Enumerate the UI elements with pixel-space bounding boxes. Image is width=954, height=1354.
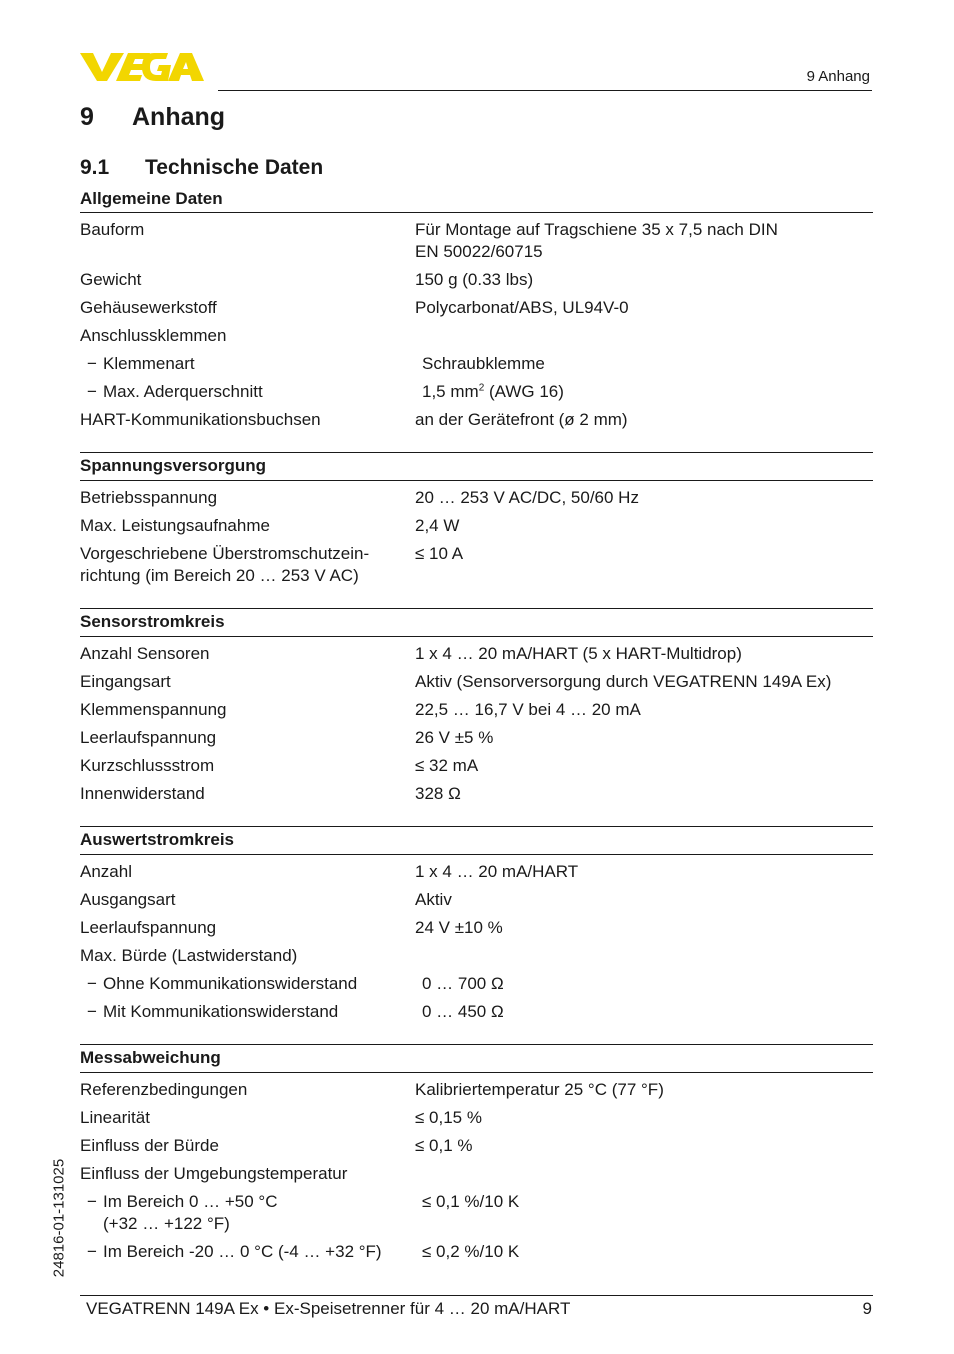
label-line: Klemmenart bbox=[103, 354, 195, 373]
spec-label bbox=[80, 973, 422, 995]
label-line: Klemmenspannung bbox=[80, 700, 227, 719]
spec-value bbox=[415, 269, 873, 291]
spec-group bbox=[80, 608, 873, 805]
spec-row bbox=[80, 291, 873, 319]
value-line bbox=[415, 889, 873, 911]
spec-label bbox=[80, 269, 415, 291]
spec-value bbox=[415, 889, 873, 911]
spec-row bbox=[80, 263, 873, 291]
spec-value bbox=[415, 487, 873, 509]
spec-value bbox=[415, 1079, 873, 1101]
spec-row bbox=[80, 1073, 873, 1101]
label-line: HART-Kommunikationsbuchsen bbox=[80, 410, 321, 429]
spec-value bbox=[415, 727, 873, 749]
spec-label bbox=[80, 671, 415, 693]
spec-row bbox=[80, 665, 873, 693]
value-line bbox=[415, 755, 873, 777]
value-text: (AWG 16) bbox=[484, 382, 564, 401]
value-text: 1 x 4 … 20 mA/HART (5 x HART-Multidrop) bbox=[415, 644, 742, 663]
spec-label bbox=[80, 945, 415, 967]
value-line bbox=[415, 269, 873, 291]
spec-value bbox=[422, 1191, 873, 1235]
spec-value bbox=[422, 973, 873, 995]
label-line: Im Bereich 0 … +50 °C bbox=[103, 1192, 278, 1211]
value-line bbox=[415, 543, 873, 565]
value-text: Für Montage auf Tragschiene 35 x 7,5 nach DIN bbox=[415, 220, 778, 239]
label-line: Ausgangsart bbox=[80, 890, 176, 909]
spec-row bbox=[80, 481, 873, 509]
value-line bbox=[422, 353, 873, 375]
spec-value bbox=[415, 543, 873, 587]
value-text: an der Gerätefront (ø 2 mm) bbox=[415, 410, 628, 429]
spec-value bbox=[415, 1163, 873, 1185]
value-line bbox=[422, 381, 873, 403]
spec-value bbox=[415, 917, 873, 939]
spec-value bbox=[415, 297, 873, 319]
label-line: Mit Kommunikationswiderstand bbox=[103, 1002, 339, 1021]
value-text: Aktiv bbox=[415, 890, 452, 909]
spec-label bbox=[80, 1107, 415, 1129]
chapter-heading bbox=[80, 103, 225, 132]
spec-label bbox=[80, 727, 415, 749]
value-text: 150 g (0.33 lbs) bbox=[415, 270, 534, 289]
dash-bullet: − bbox=[87, 382, 97, 401]
label-line: Gehäusewerkstoff bbox=[80, 298, 217, 317]
spec-row bbox=[80, 403, 873, 431]
label-line: richtung (im Bereich 20 … 253 V AC) bbox=[80, 566, 359, 585]
spec-row bbox=[80, 347, 873, 375]
spec-row bbox=[80, 509, 873, 537]
label-line: Bauform bbox=[80, 220, 145, 239]
spec-row bbox=[80, 855, 873, 883]
value-line bbox=[415, 409, 873, 431]
section-number: 9.1 bbox=[80, 156, 110, 179]
spec-value bbox=[415, 945, 873, 967]
spec-value bbox=[415, 643, 873, 665]
page-number: 9 bbox=[862, 1299, 872, 1318]
label-line: Vorgeschriebene Überstromschutzein- bbox=[80, 544, 370, 563]
spec-label bbox=[80, 755, 415, 777]
spec-value bbox=[415, 1107, 873, 1129]
value-line bbox=[422, 1241, 873, 1263]
dash-bullet: − bbox=[87, 1192, 97, 1211]
spec-label bbox=[80, 1191, 422, 1235]
value-line bbox=[415, 783, 873, 805]
value-text: 20 … 253 V AC/DC, 50/60 Hz bbox=[415, 488, 639, 507]
spec-group bbox=[80, 1044, 873, 1263]
value-text: Schraubklemme bbox=[422, 354, 545, 373]
spec-value bbox=[415, 783, 873, 805]
value-line bbox=[422, 1191, 873, 1213]
spec-row bbox=[80, 967, 873, 995]
spec-label bbox=[80, 409, 415, 431]
value-line bbox=[415, 1135, 873, 1157]
value-text: 0 … 450 Ω bbox=[422, 1002, 504, 1021]
label-line: Ohne Kommunikationswiderstand bbox=[103, 974, 358, 993]
value-text: Kalibriertemperatur 25 °C (77 °F) bbox=[415, 1080, 664, 1099]
spec-label bbox=[80, 1079, 415, 1101]
spec-label bbox=[80, 917, 415, 939]
spec-row bbox=[80, 637, 873, 665]
spec-row bbox=[80, 1235, 873, 1263]
value-line bbox=[422, 1001, 873, 1023]
spec-row bbox=[80, 537, 873, 587]
value-line bbox=[415, 487, 873, 509]
value-line bbox=[415, 297, 873, 319]
spec-label bbox=[80, 297, 415, 319]
spec-row bbox=[80, 1185, 873, 1235]
spec-value bbox=[415, 409, 873, 431]
spec-row bbox=[80, 375, 873, 403]
spec-label bbox=[80, 381, 422, 403]
section-title: Technische Daten bbox=[145, 156, 324, 179]
value-text: 1,5 mm bbox=[422, 382, 479, 401]
label-line: Max. Leistungsaufnahme bbox=[80, 516, 270, 535]
chapter-title: Anhang bbox=[132, 103, 226, 131]
label-line: Im Bereich -20 … 0 °C (-4 … +32 °F) bbox=[103, 1242, 382, 1261]
vega-logo bbox=[80, 50, 212, 84]
spec-value bbox=[415, 671, 873, 693]
value-line bbox=[415, 643, 873, 665]
spec-group bbox=[80, 188, 873, 431]
label-line: Betriebsspannung bbox=[80, 488, 218, 507]
spec-label bbox=[80, 1163, 415, 1185]
spec-row bbox=[80, 693, 873, 721]
label-line: Gewicht bbox=[80, 270, 142, 289]
value-text: ≤ 0,1 % bbox=[415, 1136, 473, 1155]
label-line: Anzahl Sensoren bbox=[80, 644, 210, 663]
spec-row bbox=[80, 1157, 873, 1185]
value-text: ≤ 0,15 % bbox=[415, 1108, 482, 1127]
spec-row bbox=[80, 939, 873, 967]
spec-row bbox=[80, 995, 873, 1023]
value-text: 0 … 700 Ω bbox=[422, 974, 504, 993]
value-line bbox=[415, 219, 873, 241]
label-line: Eingangsart bbox=[80, 672, 171, 691]
spec-label bbox=[80, 889, 415, 911]
spec-label bbox=[80, 487, 415, 509]
spec-group bbox=[80, 826, 873, 1023]
header-rule bbox=[218, 90, 872, 91]
dash-bullet: − bbox=[87, 1242, 97, 1261]
label-line: Max. Bürde (Lastwiderstand) bbox=[80, 946, 298, 965]
spec-value bbox=[422, 1001, 873, 1023]
spec-row bbox=[80, 883, 873, 911]
group-title: Spannungsversorgung bbox=[80, 453, 873, 481]
spec-row bbox=[80, 319, 873, 347]
spec-tables bbox=[80, 188, 873, 1263]
document-code: 24816-01-131025 bbox=[50, 1158, 68, 1278]
value-text: ≤ 10 A bbox=[415, 544, 464, 563]
group-title: Allgemeine Daten bbox=[80, 188, 873, 213]
spec-row bbox=[80, 1101, 873, 1129]
value-line bbox=[415, 1107, 873, 1129]
value-text: ≤ 0,1 %/10 K bbox=[422, 1192, 520, 1211]
dash-bullet: − bbox=[87, 1002, 97, 1021]
spec-label bbox=[80, 643, 415, 665]
spec-label bbox=[80, 1135, 415, 1157]
spec-label bbox=[80, 515, 415, 537]
spec-row bbox=[80, 213, 873, 263]
spec-label bbox=[80, 543, 415, 587]
spec-value bbox=[415, 219, 873, 263]
footer-rule bbox=[80, 1295, 873, 1296]
value-text: 328 Ω bbox=[415, 784, 461, 803]
value-text: ≤ 0,2 %/10 K bbox=[422, 1242, 520, 1261]
footer-title: VEGATRENN 149A Ex • Ex-Speisetrenner für 4 … 20 mA/HART bbox=[86, 1299, 571, 1318]
spec-value bbox=[415, 325, 873, 347]
value-line bbox=[415, 727, 873, 749]
spec-label bbox=[80, 325, 415, 347]
spec-label bbox=[80, 783, 415, 805]
value-line bbox=[415, 861, 873, 883]
running-header: 9 Anhang bbox=[806, 68, 870, 85]
value-line bbox=[415, 917, 873, 939]
spec-label bbox=[80, 353, 422, 375]
spec-row bbox=[80, 911, 873, 939]
group-title: Sensorstromkreis bbox=[80, 609, 873, 637]
value-line: EN 50022/60715 bbox=[415, 242, 543, 261]
spec-value bbox=[415, 515, 873, 537]
spec-value bbox=[415, 699, 873, 721]
label-line: Leerlaufspannung bbox=[80, 728, 217, 747]
superscript: 2 bbox=[478, 382, 485, 394]
spec-row bbox=[80, 1129, 873, 1157]
label-line: (+32 … +122 °F) bbox=[103, 1214, 230, 1233]
dash-bullet: − bbox=[87, 354, 97, 373]
spec-row bbox=[80, 777, 873, 805]
dash-bullet: − bbox=[87, 974, 97, 993]
label-line: Linearität bbox=[80, 1108, 150, 1127]
value-text: Aktiv (Sensorversorgung durch VEGATRENN 149A Ex) bbox=[415, 672, 832, 691]
value-line bbox=[422, 973, 873, 995]
spec-value bbox=[422, 1241, 873, 1263]
spec-row bbox=[80, 721, 873, 749]
section-heading bbox=[80, 156, 323, 180]
spec-label bbox=[80, 699, 415, 721]
spec-value bbox=[415, 755, 873, 777]
spec-row bbox=[80, 749, 873, 777]
label-line: Leerlaufspannung bbox=[80, 918, 217, 937]
value-text: 2,4 W bbox=[415, 516, 460, 535]
value-line bbox=[415, 1079, 873, 1101]
value-line bbox=[415, 515, 873, 537]
value-line bbox=[415, 671, 873, 693]
label-line: Referenzbedingungen bbox=[80, 1080, 248, 1099]
value-text: ≤ 32 mA bbox=[415, 756, 479, 775]
label-line: Innenwiderstand bbox=[80, 784, 205, 803]
group-title: Auswertstromkreis bbox=[80, 827, 873, 855]
value-text: 24 V ±10 % bbox=[415, 918, 503, 937]
spec-label bbox=[80, 219, 415, 263]
label-line: Einfluss der Bürde bbox=[80, 1136, 219, 1155]
spec-value bbox=[415, 1135, 873, 1157]
spec-label bbox=[80, 1241, 422, 1263]
value-text: Polycarbonat/ABS, UL94V-0 bbox=[415, 298, 629, 317]
group-title: Messabweichung bbox=[80, 1045, 873, 1073]
spec-value bbox=[422, 353, 873, 375]
label-line: Anzahl bbox=[80, 862, 132, 881]
label-line: Einfluss der Umgebungstemperatur bbox=[80, 1164, 348, 1183]
chapter-number: 9 bbox=[80, 103, 94, 131]
spec-value bbox=[422, 381, 873, 403]
value-line bbox=[415, 699, 873, 721]
value-text: 26 V ±5 % bbox=[415, 728, 494, 747]
label-line: Max. Aderquerschnitt bbox=[103, 382, 263, 401]
label-line: Kurzschlussstrom bbox=[80, 756, 215, 775]
spec-value bbox=[415, 861, 873, 883]
spec-group bbox=[80, 452, 873, 587]
spec-label bbox=[80, 1001, 422, 1023]
label-line: Anschlussklemmen bbox=[80, 326, 227, 345]
spec-label bbox=[80, 861, 415, 883]
value-text: 22,5 … 16,7 V bei 4 … 20 mA bbox=[415, 700, 641, 719]
value-text: 1 x 4 … 20 mA/HART bbox=[415, 862, 579, 881]
